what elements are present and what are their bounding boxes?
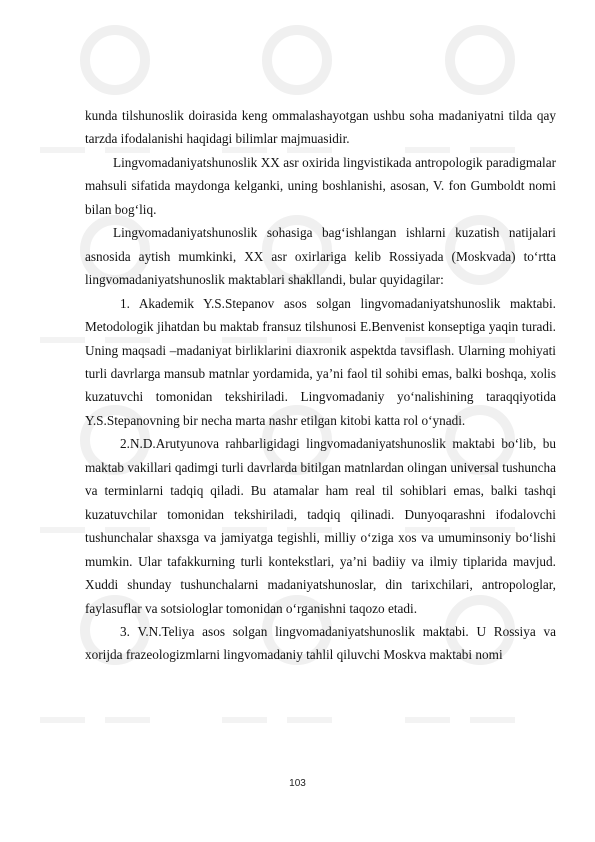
paragraph-schools-overview: Lingvomadaniyatshunoslik sohasiga bag‘ishlangan ishlarni kuzatish natijalari asnosida aytish mumkinki, XX asr oxirlariga kelib Rossiyada (Moskvada) to‘rtta lingvomadaniyatshunoslik maktablari shakllandi, bular quyidagilar: — [85, 225, 556, 288]
page-body — [85, 104, 556, 667]
paragraph-intro-continuation: kunda tilshunoslik doirasida keng ommalashayotgan ushbu soha madaniyatni tilda qay tarzda ifodalanishi haqidagi bilimlar majmuasidir. — [85, 108, 556, 147]
paragraph-school-teliya: 3. V.N.Teliya asos solgan lingvomadaniyatshunoslik maktabi. U Rossiya va xorijda frazeologizmlarni lingvomadaniy tahlil qiluvchi Moskva maktabi nomi — [85, 623, 556, 663]
page-number: 103 — [289, 778, 306, 789]
paragraph-school-arutyunova: 2.N.D.Arutyunova rahbarligidagi lingvomadaniyatshunoslik maktabi bo‘lib, bu maktab vakillari qadimgi turli davrlarda bitilgan matnlardan olingan universal tushuncha va terminlarni tadqiq qiladi. Bu atamalar ham real til sohiblari emas, balki tashqi kuzatuvchilar tomonidan tekshiriladi, tadqiq qilinadi. Dunyoqarashni ifodalovchi tushunchalar shaxsga va jamiyatga tegishli, milliy o‘ziga xos va umuminsoniy bo‘lishi mumkin. Ular tafakkurning turli kontekstlari, ya’ni badiiy va ilmiy tiplarida mavjud. Xuddi shunday tushunchalarni madaniyatshunoslar, din tarixchilari, antropologlar, faylasuflar va sotsiologlar tomonidan o‘rganishni taqozo etadi. — [85, 436, 556, 616]
paragraph-school-stepanov: 1. Akademik Y.S.Stepanov asos solgan lingvomadaniyatshunoslik maktabi. Metodologik jihatdan bu maktab fransuz tilshunosi E.Benvenist konseptiga yaqin turadi. Uning maqsadi –madaniyat birliklarini diaxronik aspektda tavsiflash. Ularning mohiyati turli davrlarga mansub matnlar yordamida, ya’ni faol til sohibi emas, balki boshqa, xolis kuzatuvchi tomonidan tekshiriladi. Lingvomadaniy yo‘nalishining taraqqiyotida Y.S.Stepanovning bir necha marta nashr etilgan kitobi katta rol o‘ynadi. — [85, 295, 556, 428]
paragraph-origin: Lingvomadaniyatshunoslik XX asr oxirida lingvistikada antropologik paradigmalar mahsuli sifatida maydonga kelganki, uning boshlanishi, asosan, V. fon Gumboldt nomi bilan bog‘liq. — [85, 154, 556, 217]
